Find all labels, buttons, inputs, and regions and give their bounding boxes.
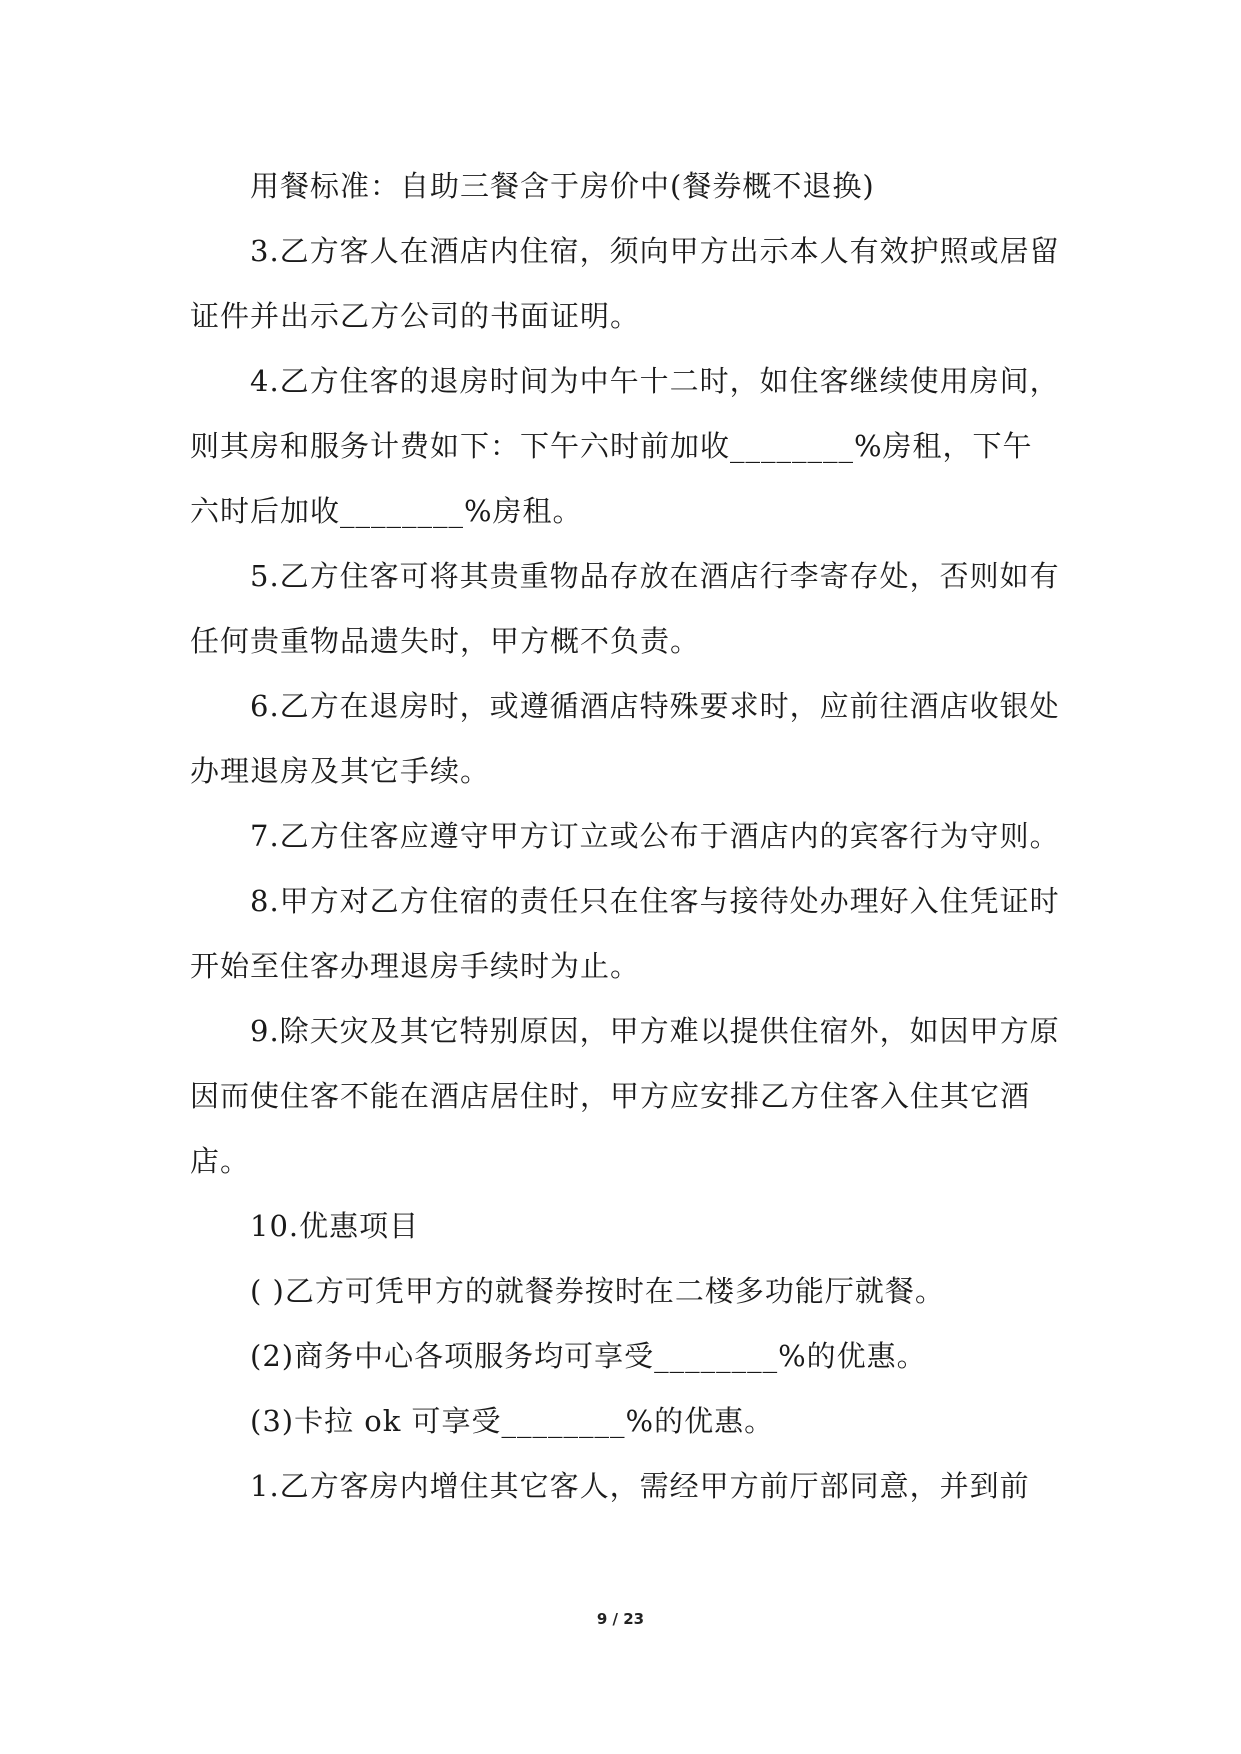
document-body <box>190 154 1060 1519</box>
paragraph-clause-4: 4.乙方住客的退房时间为中午十二时，如住客继续使用房间，则其房和服务计费如下：下午六时前加收________%房租，下午六时后加收________%房租。 <box>190 364 1060 528</box>
paragraph-discount-2: (2)商务中心各项服务均可享受________%的优惠。 <box>250 1339 927 1373</box>
paragraph-clause-8: 8.甲方对乙方住宿的责任只在住客与接待处办理好入住凭证时开始至住客办理退房手续时为止。 <box>190 884 1060 983</box>
paragraph-discount-1: ( )乙方可凭甲方的就餐券按时在二楼多功能厅就餐。 <box>250 1274 945 1308</box>
paragraph-clause-9: 9.除天灾及其它特别原因，甲方难以提供住宿外，如因甲方原因而使住客不能在酒店居住时，甲方应安排乙方住客入住其它酒店。 <box>190 1014 1060 1178</box>
paragraph-discount-3: (3)卡拉 ok 可享受________%的优惠。 <box>250 1404 775 1438</box>
paragraph-extra-guest: 1.乙方客房内增住其它客人，需经甲方前厅部同意，并到前 <box>250 1469 1030 1503</box>
paragraph-clause-7: 7.乙方住客应遵守甲方订立或公布于酒店内的宾客行为守则。 <box>250 819 1060 853</box>
paragraph-clause-6: 6.乙方在退房时，或遵循酒店特殊要求时，应前往酒店收银处办理退房及其它手续。 <box>190 689 1060 788</box>
page-number: 9 / 23 <box>596 1610 645 1628</box>
paragraph-clause-10-heading: 10.优惠项目 <box>250 1209 420 1243</box>
paragraph-clause-3: 3.乙方客人在酒店内住宿，须向甲方出示本人有效护照或居留证件并出示乙方公司的书面证明。 <box>190 234 1060 333</box>
paragraph-meal-standard: 用餐标准：自助三餐含于房价中(餐券概不退换) <box>250 169 875 203</box>
paragraph-clause-5: 5.乙方住客可将其贵重物品存放在酒店行李寄存处，否则如有任何贵重物品遗失时，甲方概不负责。 <box>190 559 1060 658</box>
